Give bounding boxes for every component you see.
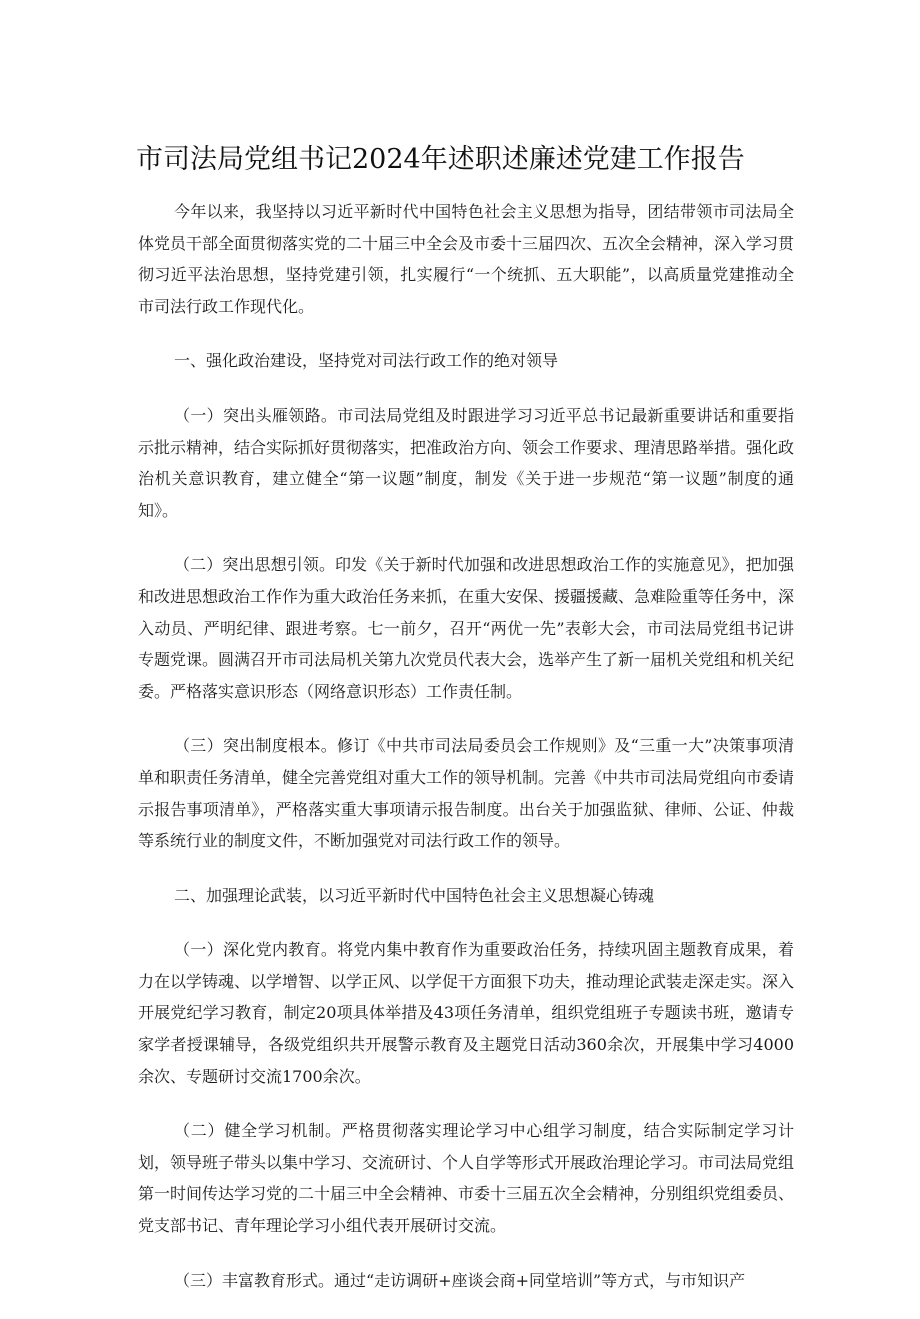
section-1-paragraph-1: （一）突出头雁领路。市司法局党组及时跟进学习习近平总书记最新重要讲话和重要指示批示精神，结合实际抓好贯彻落实，把准政治方向、领会工作要求、理清思路举措。强化政治机关意识教育，建立健全“第一议题”制度，制发《关于进一步规范“第一议题”制度的通知》。: [138, 405, 795, 520]
document-body: [138, 196, 794, 1319]
section-2-heading: 二、加强理论武装，以习近平新时代中国特色社会主义思想凝心铸魂: [174, 885, 655, 905]
section-1-heading: 一、强化政治建设，坚持党对司法行政工作的绝对领导: [174, 351, 559, 371]
document-title: 市司法局党组书记2024年述职述廉述党建工作报告: [136, 144, 745, 175]
section-2-paragraph-2: （二）健全学习机制。严格贯彻落实理论学习中心组学习制度，结合实际制定学习计划，领导班子带头以集中学习、交流研讨、个人自学等形式开展政治理论学习。市司法局党组第一时间传达学习党的二十届三中全会精神、市委十三届五次全会精神，分别组织党组委员、党支部书记、青年理论学习小组代表开展研讨交流。: [138, 1121, 795, 1236]
intro-paragraph: 今年以来，我坚持以习近平新时代中国特色社会主义思想为指导，团结带领市司法局全体党员干部全面贯彻落实党的二十届三中全会及市委十三届四次、五次全会精神，深入学习贯彻习近平法治思想，坚持党建引领，扎实履行“一个统抓、五大职能”，以高质量党建推动全市司法行政工作现代化。: [138, 202, 795, 316]
section-2-paragraph-3: （三）丰富教育形式。通过“走访调研+座谈会商+同堂培训”等方式，与市知识产: [174, 1270, 746, 1290]
section-2-paragraph-1: （一）深化党内教育。将党内集中教育作为重要政治任务，持续巩固主题教育成果，着力在以学铸魂、以学增智、以学正风、以学促干方面狠下功夫，推动理论武装走深走实。深入开展党纪学习教育，制定20项具体举措及43项任务清单，组织党组班子专题读书班，邀请专家学者授课辅导，各级党组织共开展警示教育及主题党日活动360余次，开展集中学习4000余次、专题研讨交流1700余次。: [138, 940, 795, 1086]
section-1-paragraph-2: （二）突出思想引领。印发《关于新时代加强和改进思想政治工作的实施意见》，把加强和改进思想政治工作作为重大政治任务来抓，在重大安保、援疆援藏、急难险重等任务中，深入动员、严明纪律、跟进考察。七一前夕，召开“两优一先”表彰大会，市司法局党组书记讲专题党课。圆满召开市司法局机关第九次党员代表大会，选举产生了新一届机关党组和机关纪委。严格落实意识形态（网络意识形态）工作责任制。: [138, 555, 795, 701]
section-1-paragraph-3: （三）突出制度根本。修订《中共市司法局委员会工作规则》及“三重一大”决策事项清单和职责任务清单，健全完善党组对重大工作的领导机制。完善《中共市司法局党组向市委请示报告事项清单》，严格落实重大事项请示报告制度。出台关于加强监狱、律师、公证、仲裁等系统行业的制度文件，不断加强党对司法行政工作的领导。: [138, 736, 795, 851]
